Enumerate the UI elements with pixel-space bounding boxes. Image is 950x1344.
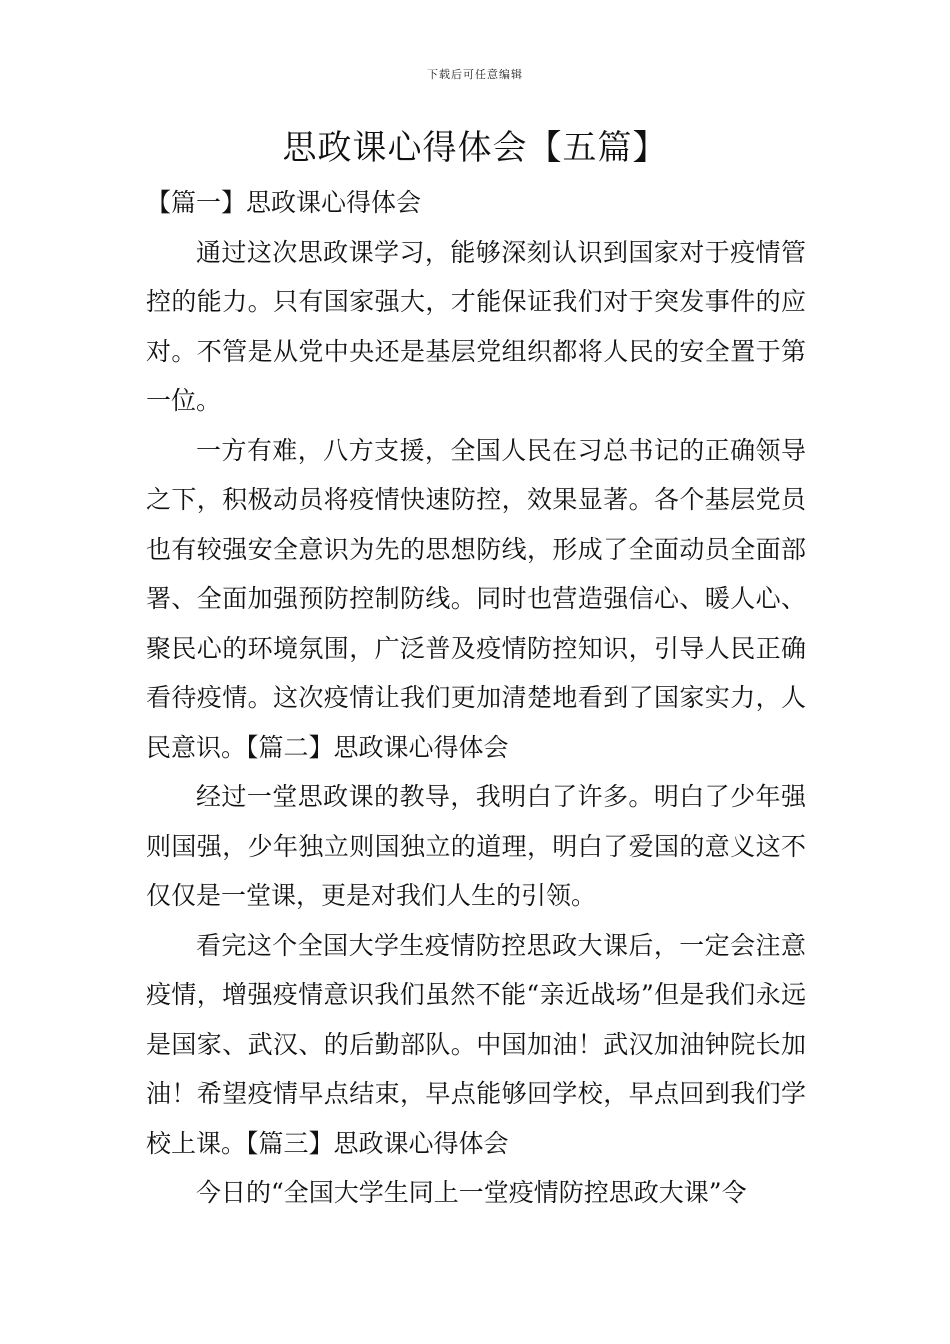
paragraph: 通过这次思政课学习，能够深刻认识到国家对于疫情管控的能力。只有国家强大，才能保证我们对于突发事件的应对。不管是从党中央还是基层党组织都将人民的安全置于第一位。 xyxy=(146,237,806,415)
header-note: 下载后可任意编辑 xyxy=(427,68,523,81)
paragraph: 经过一堂思政课的教导，我明白了许多。明白了少年强则国强，少年独立则国独立的道理，明白了爱国的意义这不仅仅是一堂课，更是对我们人生的引领。 xyxy=(146,782,806,910)
document-title: 思政课心得体会【五篇】 xyxy=(282,128,668,168)
paragraph: 今日的“全国大学生同上一堂疫情防控思政大课”令 xyxy=(196,1178,747,1207)
section-heading-one: 【篇一】思政课心得体会 xyxy=(146,188,422,217)
paragraph: 看完这个全国大学生疫情防控思政大课后，一定会注意疫情，增强疫情意识我们虽然不能“亲近战场”但是我们永远是国家、武汉、的后勤部队。中国加油！武汉加油钟院长加油！希望疫情早点结束，早点能够回学校，早点回到我们学校上课。【篇三】思政课心得体会 xyxy=(146,930,806,1158)
paragraph: 一方有难，八方支援，全国人民在习总书记的正确领导之下，积极动员将疫情快速防控，效果显著。各个基层党员也有较强安全意识为先的思想防线，形成了全面动员全面部署、全面加强预防控制防线。同时也营造强信心、暖人心、聚民心的环境氛围，广泛普及疫情防控知识，引导人民正确看待疫情。这次疫情让我们更加清楚地看到了国家实力，人民意识。【篇二】思政课心得体会 xyxy=(146,435,806,762)
document-body xyxy=(146,178,806,1218)
